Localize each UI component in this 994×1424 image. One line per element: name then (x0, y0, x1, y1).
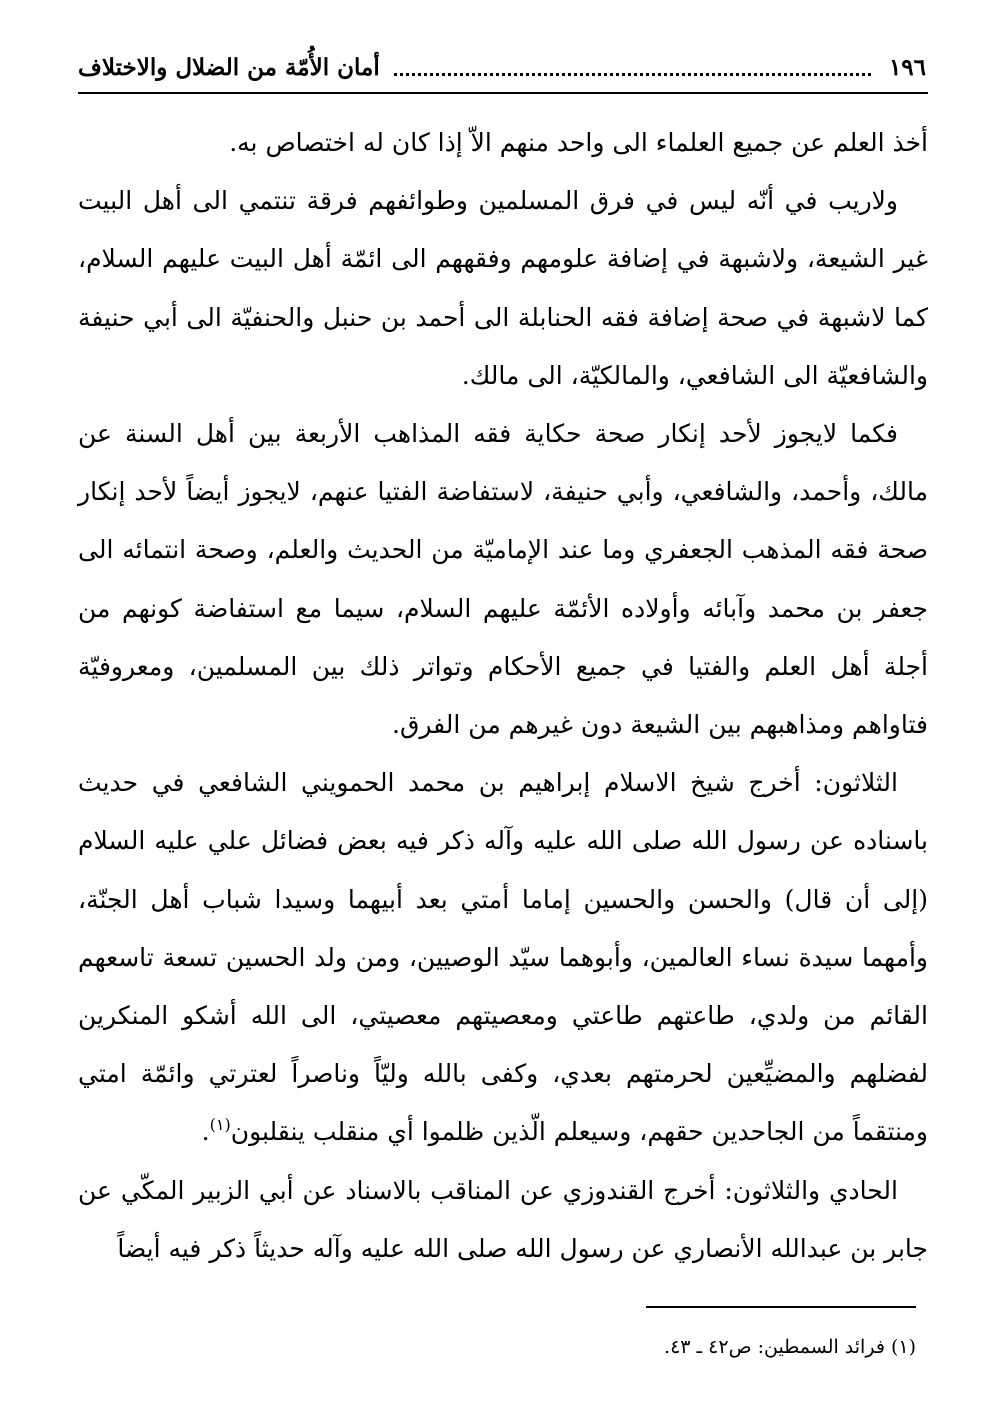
paragraph-tail: . (201, 1117, 210, 1147)
footnote-reference[interactable]: (١) (209, 1115, 231, 1135)
page-number: ١٩٦ (888, 54, 926, 81)
body-text (78, 114, 928, 1278)
paragraph-text: فكما لايجوز لأحد إنكار صحة حكاية فقه المذاهب الأربعة بين أهل السنة عن مالك، وأحمد، والشافعي، وأبي حنيفة، لاستفاضة الفتيا عنهم، لايجوز أيضاً لأحد إنكار صحة فقه المذهب الجعفري وما عند الإماميّة من الحديث والعلم، وصحة انتمائه الى جعفر بن محمد وآبائه وأولاده الأئمّة عليهم السلام، سيما مع استفاضة كونهم من أجلة أهل العلم والفتيا في جميع الأحكام وتواتر ذلك بين المسلمين، ومعروفيّة فتاواهم ومذاهبهم بين الشيعة دون غيرهم من الفرق. (78, 419, 928, 740)
paragraph-text: أخذ العلم عن جميع العلماء الى واحد منهم الاّ إذا كان له اختصاص به. (229, 128, 928, 157)
footnote-text: (١) فرائد السمطين: ص٤٢ ـ ٤٣. (664, 1336, 916, 1358)
book-title: أمان الأُمّة من الضلال والاختلاف (78, 54, 380, 81)
paragraph (78, 1162, 928, 1278)
paragraph-text: ولاريب في أنّه ليس في فرق المسلمين وطوائفهم فرقة تنتمي الى أهل البيت غير الشيعة، ولاشبهة في إضافة علومهم وفقههم الى ائمّة أهل البيت عليهم السلام، كما لاشبهة في صحة إضافة فقه الحنابلة الى أحمد بن حنبل والحنفيّة الى أبي حنيفة والشافعيّة الى الشافعي، والمالكيّة، الى مالك. (78, 186, 928, 390)
footnote-separator (646, 1306, 916, 1308)
header-rule (78, 92, 928, 94)
paragraph (78, 405, 928, 754)
dotted-leader (394, 73, 871, 76)
paragraph-text: الثلاثون: أخرج شيخ الاسلام إبراهيم بن محمد الحمويني الشافعي في حديث باسناده عن رسول الله صلى الله عليه وآله ذكر فيه بعض فضائل علي عليه السلام (إلى أن قال) والحسن والحسين إماما أمتي بعد أبيهما وسيدا شباب أهل الجنّة، وأمهما سيدة نساء العالمين، وأبوهما سيّد الوصيين، ومن ولد الحسين تسعة تاسعهم القائم من ولدي، طاعتهم طاعتي ومعصيتهم معصيتي، الى الله أشكو المنكرين لفضلهم والمضيِّعين لحرمتهم بعدي، وكفى بالله وليّاً وناصراً لعترتي وائمّة امتي ومنتقماً من الجاحدين حقهم، وسيعلم الّذين ظلموا أي منقلب ينقلبون (78, 768, 928, 1147)
footnote (66, 1330, 916, 1364)
paragraph (78, 114, 928, 172)
paragraph (78, 754, 928, 1161)
running-header (78, 46, 926, 90)
paragraph-text: الحادي والثلاثون: أخرج القندوزي عن المناقب بالاسناد عن أبي الزبير المكّي عن جابر بن عبدالله الأنصاري عن رسول الله صلى الله عليه وآله حديثاً ذكر فيه أيضاً (78, 1175, 928, 1263)
paragraph (78, 172, 928, 405)
